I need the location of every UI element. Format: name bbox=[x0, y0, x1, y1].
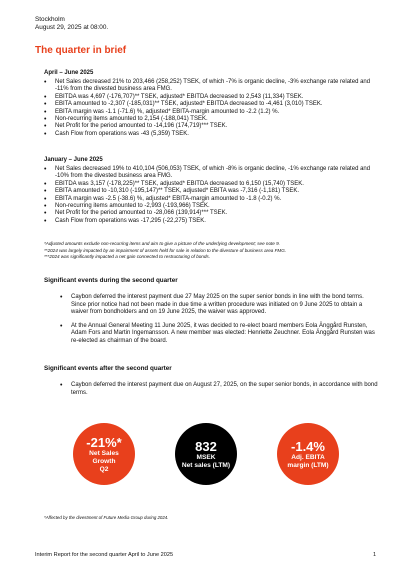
kpi-label: Net Sales bbox=[89, 449, 119, 457]
events-after-list bbox=[60, 382, 380, 403]
list-item: • Cash Flow from operations was -17,295 (-22,275) TSEK. bbox=[44, 218, 384, 225]
footnote: *Adjusted amounts exclude non-recurring items and aim to give a picture of the underlying development; see note 9. bbox=[44, 241, 280, 246]
dateline bbox=[35, 16, 108, 32]
list-item: • EBITDA was 4,697 (-176,707)** TSEK, adjusted* EBITDA decreased to 2,543 (11,334) TSEK. bbox=[44, 94, 384, 101]
kpi-net-sales-ltm bbox=[175, 423, 237, 485]
date: August 29, 2025 at 08:00. bbox=[35, 24, 109, 31]
events-q2-list bbox=[60, 294, 380, 352]
events-after-heading: Significant events after the second quarter bbox=[44, 365, 172, 372]
list-item: • EBITDA was 3,157 (-178,225)** TSEK, adjusted* EBITDA decreased to 6,150 (15,740) TSEK. bbox=[44, 181, 384, 188]
events-q2-heading: Significant events during the second quarter bbox=[44, 277, 178, 284]
list-item: • EBITA amounted to -10,310 (-195,147)** TSEK, adjusted* EBITA was -7,316 (-1,181) TSEK. bbox=[44, 188, 384, 195]
kpi-net-sales-growth bbox=[73, 423, 135, 485]
list-item: • Caybon deferred the interest payment due 27 May 2025 on the super senior bonds in line with the bond terms. Since prior notice had not been made in due time a written procedure was initiated on 9 June 2025 to obtain a waiver from bondholders and on 19 June 2025, the waiver was approved. bbox=[60, 294, 380, 317]
list-item: • Non-recurring items amounted to 2,154 (-188,041) TSEK. bbox=[44, 116, 384, 123]
list-item: • Net Profit for the period amounted to -14,196 (174,719)*** TSEK. bbox=[44, 123, 384, 130]
footnote: ***2024 was significantly impacted a net gain connected to restructuring of bonds. bbox=[44, 254, 210, 260]
kpi-value: -1.4% bbox=[291, 438, 325, 454]
h1-list bbox=[44, 166, 384, 225]
kpi-label: Growth bbox=[92, 457, 116, 465]
kpi-label: margin (LTM) bbox=[287, 461, 329, 469]
list-item: • Net Profit for the period amounted to -28,066 (139,914)*** TSEK. bbox=[44, 210, 384, 217]
city: Stockholm bbox=[35, 16, 65, 23]
list-item: • Net Sales decreased 19% to 410,104 (506,053) TSEK, of which -8% is organic decline, -1% exchange rate related and -10% from the divested business area FMG. bbox=[44, 166, 384, 181]
list-item: • At the Annual General Meeting 11 June 2025, it was decided to re-elect board members Eola Änggård Runsten, Adam Fors and Martin Ingemansson. A new member was elected: Henriette Zeuchner. Eola Änggård Runsten was re-elected as chairman of the board. bbox=[60, 323, 380, 346]
list-item: • Non-recurring items amounted to -2,993 (-193,966) TSEK. bbox=[44, 203, 384, 210]
list-item: • EBITA margin was -1.1 (-71.6) %, adjusted* EBITA-margin amounted to -2.2 (1.2) %. bbox=[44, 109, 384, 116]
list-item: • Net Sales decreased 21% to 203,466 (258,252) TSEK, of which -7% is organic decline, -3% exchange rate related and -11% from the divested business area FMG. bbox=[44, 79, 384, 94]
list-item: • Caybon deferred the interest payment due on August 27, 2025, on the super senior bonds, in accordance with bond terms. bbox=[60, 382, 380, 397]
kpi-value: -21%* bbox=[86, 434, 122, 450]
footer-text: Interim Report for the second quarter April to June 2025 bbox=[35, 552, 174, 558]
list-item: • Cash Flow from operations was -43 (5,359) TSEK. bbox=[44, 131, 384, 138]
kpi-adj-ebita-margin bbox=[277, 423, 339, 485]
page-title: The quarter in brief bbox=[35, 45, 127, 56]
q2-list bbox=[44, 79, 384, 138]
kpi-footnote: *Affected by the divestment of Future Media Group during 2024. bbox=[44, 515, 169, 520]
h1-heading: January – June 2025 bbox=[44, 157, 103, 163]
list-item: • EBITA amounted to -2,307 (-185,031)** TSEK, adjusted* EBITDA decreased to -4,461 (3,010) TSEK. bbox=[44, 101, 384, 108]
q2-heading: April – June 2025 bbox=[44, 70, 94, 76]
footnote: **2024 was largely impacted by an impairment of assets held for sale in relation to the divesture of business area FMG. bbox=[44, 247, 287, 253]
kpi-label: Net sales (LTM) bbox=[181, 461, 231, 469]
kpi-label: MSEK bbox=[196, 453, 216, 461]
kpi-label: Q2 bbox=[99, 465, 109, 473]
kpi-value: 832 bbox=[195, 438, 217, 454]
kpi-label: Adj. EBITA bbox=[291, 453, 325, 461]
list-item: • EBITA margin was -2.5 (-38.6) %, adjusted* EBITA-margin amounted to -1.8 (-0.2) %. bbox=[44, 196, 384, 203]
page-number: 1 bbox=[373, 552, 377, 558]
footnotes bbox=[44, 241, 384, 261]
